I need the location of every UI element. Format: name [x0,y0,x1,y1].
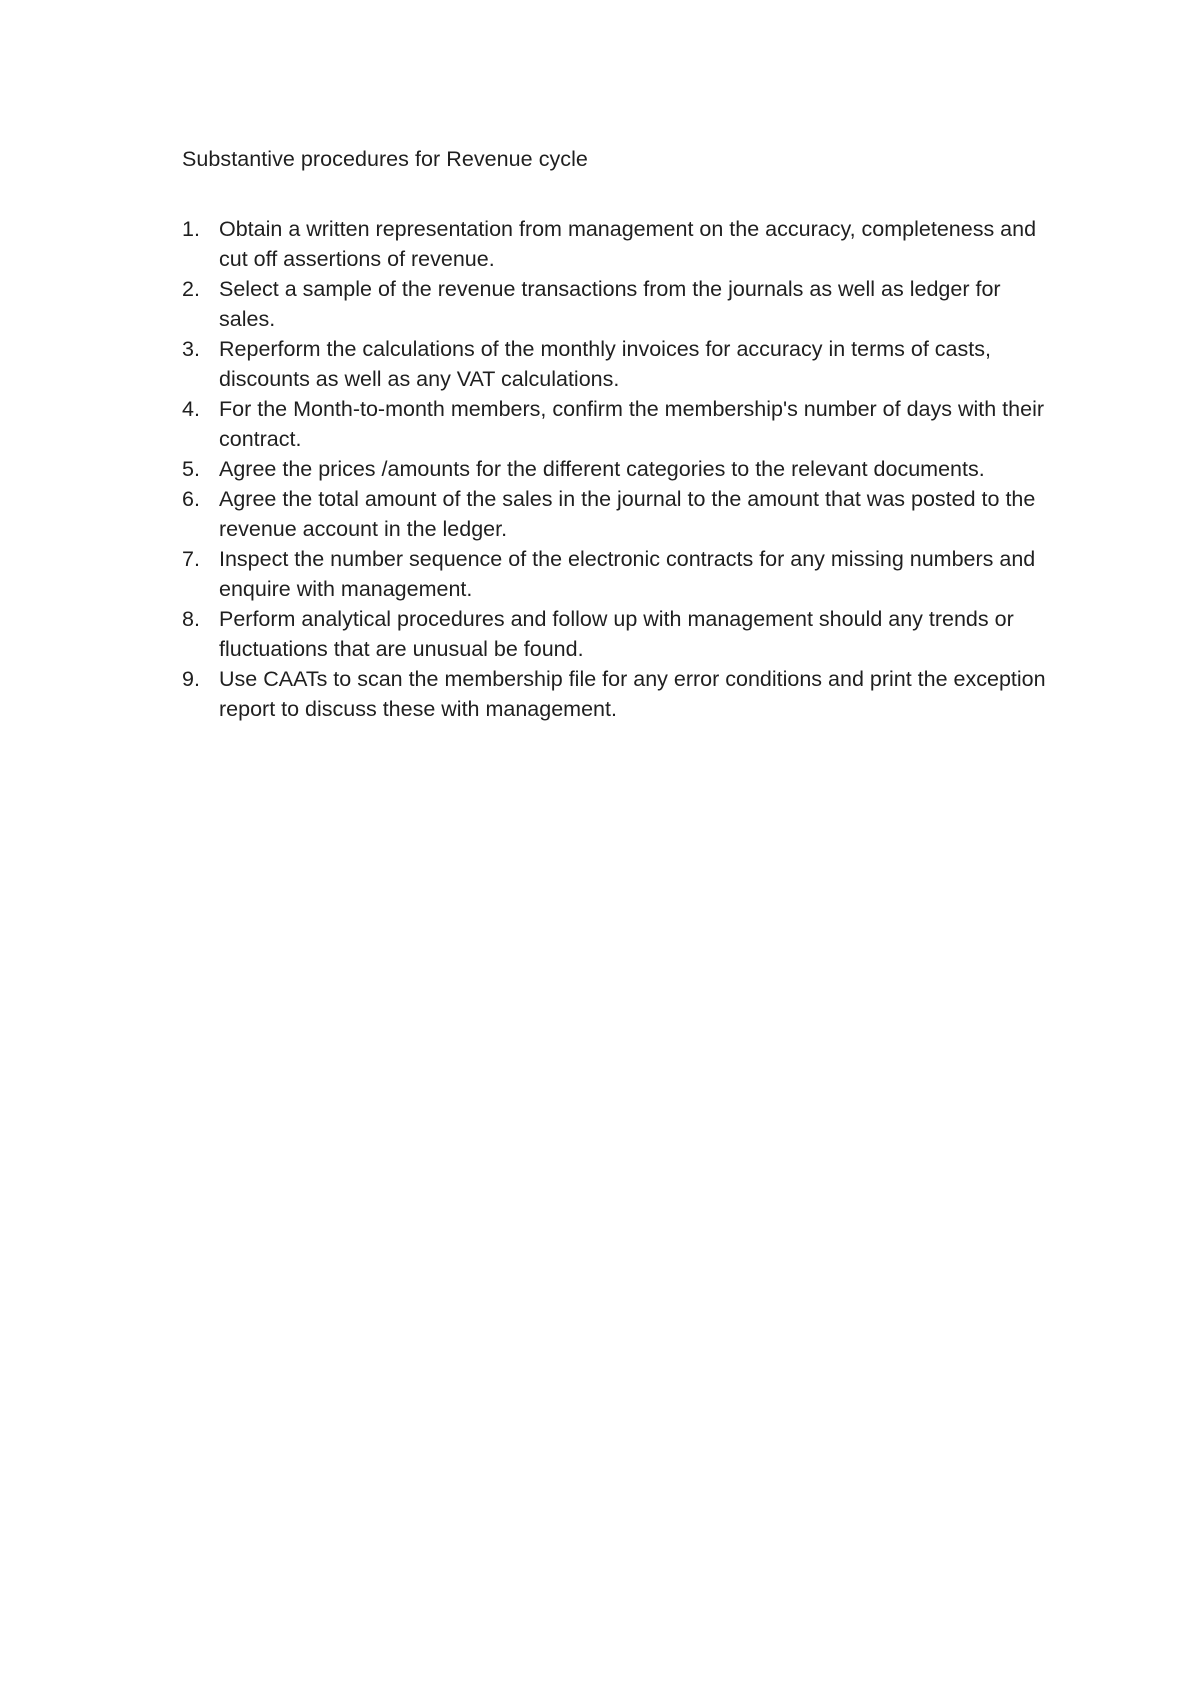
list-item-number: 2. [182,277,200,301]
list-item-number: 7. [182,547,200,571]
list-item [182,394,1062,454]
list-item-number: 9. [182,667,200,691]
list-item-text: Inspect the number sequence of the electronic contracts for any missing numbers and enquire with management. [219,547,1036,601]
document-title: Substantive procedures for Revenue cycle [182,147,588,171]
list-item [182,484,1062,544]
list-item [182,664,1062,724]
list-item [182,454,1062,484]
procedure-list [182,214,1062,724]
list-item-text: Select a sample of the revenue transactions from the journals as well as ledger for sales. [219,277,1001,331]
list-item-text: Agree the prices /amounts for the different categories to the relevant documents. [219,457,985,481]
list-item-text: Obtain a written representation from management on the accuracy, completeness and cut off assertions of revenue. [219,217,1037,271]
document-content [182,144,1062,724]
list-item-text: Agree the total amount of the sales in the journal to the amount that was posted to the revenue account in the ledger. [219,487,1036,541]
list-item [182,604,1062,664]
list-item-number: 3. [182,337,200,361]
list-item [182,334,1062,394]
list-item-number: 6. [182,487,200,511]
list-item-text: For the Month-to-month members, confirm the membership's number of days with their contract. [219,397,1044,451]
list-item [182,544,1062,604]
list-item-number: 8. [182,607,200,631]
list-item-number: 5. [182,457,200,481]
list-item-text: Perform analytical procedures and follow up with management should any trends or fluctuations that are unusual be found. [219,607,1014,661]
list-item-text: Use CAATs to scan the membership file for any error conditions and print the exception report to discuss these with management. [219,667,1046,721]
list-item-text: Reperform the calculations of the monthly invoices for accuracy in terms of casts, discounts as well as any VAT calculations. [219,337,991,391]
list-item-number: 1. [182,217,200,241]
list-item [182,214,1062,274]
list-item-number: 4. [182,397,200,421]
list-item [182,274,1062,334]
